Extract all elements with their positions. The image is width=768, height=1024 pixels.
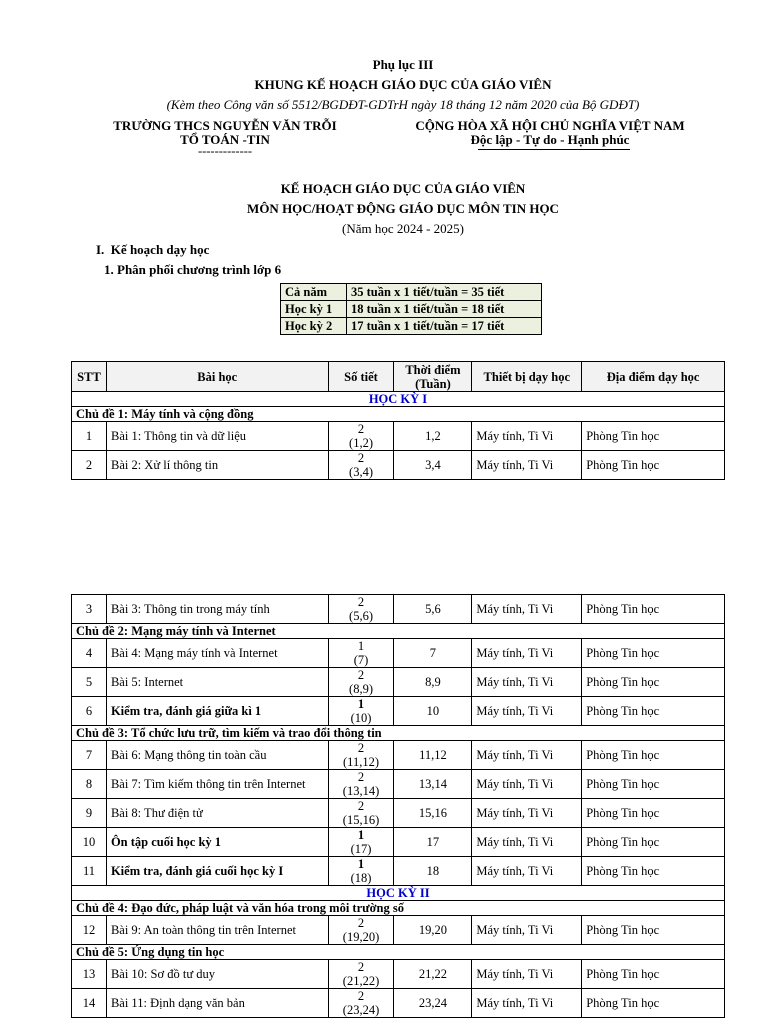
table-header-row bbox=[72, 362, 725, 392]
row-place: Phòng Tin học bbox=[582, 828, 725, 857]
row-equipment: Máy tính, Ti Vi bbox=[472, 828, 582, 857]
row-week: 7 bbox=[394, 639, 472, 668]
row-equipment: Máy tính, Ti Vi bbox=[472, 916, 582, 945]
row-stt: 6 bbox=[72, 697, 107, 726]
summary-value: 17 tuần x 1 tiết/tuần = 17 tiết bbox=[347, 318, 542, 335]
row-place: Phòng Tin học bbox=[582, 770, 725, 799]
plan-subject: MÔN HỌC/HOẠT ĐỘNG GIÁO DỤC MÔN TIN HỌC bbox=[247, 201, 559, 216]
period-count: 2 bbox=[357, 422, 365, 436]
country-name: CỘNG HÒA XÃ HỘI CHỦ NGHĨA VIỆT NAM bbox=[415, 118, 685, 133]
attached-note: (Kèm theo Công văn số 5512/BGDĐT-GDTrH ngày 18 tháng 12 năm 2020 của Bộ GDĐT) bbox=[166, 97, 640, 112]
row-lesson: Bài 7: Tìm kiếm thông tin trên Internet bbox=[106, 770, 328, 799]
topic-label: Chủ đề 3: Tổ chức lưu trữ, tìm kiếm và trao đổi thông tin bbox=[72, 726, 725, 741]
row-week: 17 bbox=[394, 828, 472, 857]
row-place: Phòng Tin học bbox=[582, 960, 725, 989]
row-lesson: Bài 11: Định dạng văn bản bbox=[106, 989, 328, 1018]
summary-label: Học kỳ 2 bbox=[281, 318, 347, 335]
topic-row bbox=[72, 945, 725, 960]
row-place: Phòng Tin học bbox=[582, 857, 725, 886]
table-row bbox=[72, 741, 725, 770]
period-count: 1 bbox=[357, 828, 365, 842]
row-stt: 4 bbox=[72, 639, 107, 668]
period-list: (17) bbox=[350, 842, 372, 856]
row-equipment: Máy tính, Ti Vi bbox=[472, 857, 582, 886]
topic-row bbox=[72, 624, 725, 639]
row-lesson: Bài 10: Sơ đồ tư duy bbox=[106, 960, 328, 989]
row-place: Phòng Tin học bbox=[582, 989, 725, 1018]
row-equipment: Máy tính, Ti Vi bbox=[472, 960, 582, 989]
period-list: (10) bbox=[350, 711, 372, 725]
row-week: 15,16 bbox=[394, 799, 472, 828]
period-count: 2 bbox=[357, 960, 365, 974]
period-list: (8,9) bbox=[349, 682, 373, 696]
summary-label: Cả năm bbox=[281, 284, 347, 301]
row-periods bbox=[328, 989, 394, 1018]
row-week: 18 bbox=[394, 857, 472, 886]
table-row bbox=[72, 668, 725, 697]
period-count: 2 bbox=[357, 741, 365, 755]
row-periods bbox=[328, 960, 394, 989]
period-count: 1 bbox=[357, 697, 365, 711]
row-equipment: Máy tính, Ti Vi bbox=[472, 697, 582, 726]
col-header-stt: STT bbox=[72, 362, 107, 392]
motto-underline bbox=[478, 149, 630, 150]
row-lesson: Bài 9: An toàn thông tin trên Internet bbox=[106, 916, 328, 945]
period-count: 1 bbox=[357, 639, 365, 653]
header-dashes: ------------- bbox=[197, 144, 253, 158]
period-list: (7) bbox=[353, 653, 369, 667]
topic-label: Chủ đề 2: Mạng máy tính và Internet bbox=[72, 624, 725, 639]
row-place: Phòng Tin học bbox=[582, 799, 725, 828]
period-count: 2 bbox=[357, 989, 365, 1003]
topic-label: Chủ đề 4: Đạo đức, pháp luật và văn hóa trong môi trường số bbox=[72, 901, 725, 916]
row-periods bbox=[328, 595, 394, 624]
period-list: (23,24) bbox=[342, 1003, 380, 1017]
period-count: 2 bbox=[357, 916, 365, 930]
topic-row bbox=[72, 901, 725, 916]
row-week: 3,4 bbox=[394, 451, 472, 480]
row-equipment: Máy tính, Ti Vi bbox=[472, 639, 582, 668]
row-lesson: Bài 6: Mạng thông tin toàn cầu bbox=[106, 741, 328, 770]
topic-label: Chủ đề 5: Ứng dụng tin học bbox=[72, 945, 725, 960]
table-row bbox=[72, 639, 725, 668]
row-equipment: Máy tính, Ti Vi bbox=[472, 770, 582, 799]
period-count: 2 bbox=[357, 595, 365, 609]
summary-value: 18 tuần x 1 tiết/tuần = 18 tiết bbox=[347, 301, 542, 318]
curriculum-table-part1 bbox=[71, 361, 725, 480]
table-row bbox=[72, 595, 725, 624]
row-periods bbox=[328, 770, 394, 799]
row-periods bbox=[328, 828, 394, 857]
row-equipment: Máy tính, Ti Vi bbox=[472, 741, 582, 770]
appendix-label: Phụ lục III bbox=[372, 57, 434, 72]
period-list: (1,2) bbox=[349, 436, 373, 450]
row-place: Phòng Tin học bbox=[582, 668, 725, 697]
row-lesson: Bài 5: Internet bbox=[106, 668, 328, 697]
semester-row bbox=[72, 886, 725, 901]
semester-label: HỌC KỲ II bbox=[72, 886, 725, 901]
row-place: Phòng Tin học bbox=[582, 639, 725, 668]
group-name: TỔ TOÁN -TIN bbox=[180, 132, 270, 147]
col-header-periods: Số tiết bbox=[328, 362, 394, 392]
period-count: 1 bbox=[357, 857, 365, 871]
semester-label: HỌC KỲ I bbox=[72, 392, 725, 407]
frame-title: KHUNG KẾ HOẠCH GIÁO DỤC CỦA GIÁO VIÊN bbox=[254, 77, 552, 92]
table-row bbox=[72, 916, 725, 945]
row-week: 19,20 bbox=[394, 916, 472, 945]
row-stt: 14 bbox=[72, 989, 107, 1018]
row-equipment: Máy tính, Ti Vi bbox=[472, 451, 582, 480]
row-periods bbox=[328, 639, 394, 668]
row-lesson: Bài 1: Thông tin và dữ liệu bbox=[106, 422, 328, 451]
row-stt: 9 bbox=[72, 799, 107, 828]
row-place: Phòng Tin học bbox=[582, 422, 725, 451]
section-heading: I. Kế hoạch dạy học bbox=[96, 242, 210, 257]
row-week: 1,2 bbox=[394, 422, 472, 451]
row-stt: 2 bbox=[72, 451, 107, 480]
row-periods bbox=[328, 668, 394, 697]
topic-row bbox=[72, 407, 725, 422]
period-count: 2 bbox=[357, 451, 365, 465]
row-week: 5,6 bbox=[394, 595, 472, 624]
row-lesson: Kiểm tra, đánh giá giữa kì 1 bbox=[106, 697, 328, 726]
row-stt: 11 bbox=[72, 857, 107, 886]
row-place: Phòng Tin học bbox=[582, 741, 725, 770]
row-place: Phòng Tin học bbox=[582, 697, 725, 726]
row-stt: 10 bbox=[72, 828, 107, 857]
motto: Độc lập - Tự do - Hạnh phúc bbox=[470, 132, 630, 147]
col-header-equipment: Thiết bị dạy học bbox=[472, 362, 582, 392]
row-week: 8,9 bbox=[394, 668, 472, 697]
row-stt: 8 bbox=[72, 770, 107, 799]
table-row bbox=[72, 770, 725, 799]
table-row bbox=[72, 451, 725, 480]
row-stt: 5 bbox=[72, 668, 107, 697]
period-count: 2 bbox=[357, 668, 365, 682]
row-lesson: Ôn tập cuối học kỳ 1 bbox=[106, 828, 328, 857]
row-week: 13,14 bbox=[394, 770, 472, 799]
sub-heading: 1. Phân phối chương trình lớp 6 bbox=[104, 262, 282, 277]
summary-value: 35 tuần x 1 tiết/tuần = 35 tiết bbox=[347, 284, 542, 301]
row-periods bbox=[328, 857, 394, 886]
table-row bbox=[72, 799, 725, 828]
summary-label: Học kỳ 1 bbox=[281, 301, 347, 318]
row-equipment: Máy tính, Ti Vi bbox=[472, 799, 582, 828]
row-stt: 7 bbox=[72, 741, 107, 770]
row-week: 23,24 bbox=[394, 989, 472, 1018]
col-header-lesson: Bài học bbox=[106, 362, 328, 392]
row-lesson: Bài 8: Thư điện tử bbox=[106, 799, 328, 828]
row-stt: 12 bbox=[72, 916, 107, 945]
table-row bbox=[72, 989, 725, 1018]
row-periods bbox=[328, 451, 394, 480]
summary-row bbox=[281, 301, 542, 318]
row-stt: 13 bbox=[72, 960, 107, 989]
row-lesson: Kiểm tra, đánh giá cuối học kỳ I bbox=[106, 857, 328, 886]
row-periods bbox=[328, 422, 394, 451]
table-row bbox=[72, 857, 725, 886]
summary-table bbox=[280, 283, 542, 335]
row-periods bbox=[328, 697, 394, 726]
row-week: 11,12 bbox=[394, 741, 472, 770]
curriculum-table-part2 bbox=[71, 594, 725, 1018]
period-list: (11,12) bbox=[343, 755, 380, 769]
row-lesson: Bài 4: Mạng máy tính và Internet bbox=[106, 639, 328, 668]
row-stt: 3 bbox=[72, 595, 107, 624]
semester-row bbox=[72, 392, 725, 407]
col-header-week: Thời điểm (Tuần) bbox=[394, 362, 472, 392]
row-periods bbox=[328, 799, 394, 828]
school-name: TRƯỜNG THCS NGUYỄN VĂN TRỖI bbox=[113, 118, 337, 133]
table-row bbox=[72, 697, 725, 726]
topic-row bbox=[72, 726, 725, 741]
row-week: 21,22 bbox=[394, 960, 472, 989]
table-row bbox=[72, 422, 725, 451]
row-equipment: Máy tính, Ti Vi bbox=[472, 668, 582, 697]
topic-label: Chủ đề 1: Máy tính và cộng đồng bbox=[72, 407, 725, 422]
period-list: (21,22) bbox=[342, 974, 380, 988]
period-list: (5,6) bbox=[349, 609, 373, 623]
school-year: (Năm học 2024 - 2025) bbox=[341, 221, 465, 236]
summary-row bbox=[281, 284, 542, 301]
row-lesson: Bài 3: Thông tin trong máy tính bbox=[106, 595, 328, 624]
row-place: Phòng Tin học bbox=[582, 595, 725, 624]
row-week: 10 bbox=[394, 697, 472, 726]
row-place: Phòng Tin học bbox=[582, 916, 725, 945]
period-list: (18) bbox=[350, 871, 372, 885]
row-equipment: Máy tính, Ti Vi bbox=[472, 595, 582, 624]
row-place: Phòng Tin học bbox=[582, 451, 725, 480]
period-count: 2 bbox=[357, 799, 365, 813]
period-list: (15,16) bbox=[342, 813, 380, 827]
plan-title: KẾ HOẠCH GIÁO DỤC CỦA GIÁO VIÊN bbox=[280, 181, 526, 196]
col-header-place: Địa điểm dạy học bbox=[582, 362, 725, 392]
row-periods bbox=[328, 916, 394, 945]
table-row bbox=[72, 960, 725, 989]
period-list: (19,20) bbox=[342, 930, 380, 944]
period-count: 2 bbox=[357, 770, 365, 784]
row-periods bbox=[328, 741, 394, 770]
period-list: (3,4) bbox=[349, 465, 373, 479]
row-stt: 1 bbox=[72, 422, 107, 451]
row-equipment: Máy tính, Ti Vi bbox=[472, 422, 582, 451]
summary-row bbox=[281, 318, 542, 335]
period-list: (13,14) bbox=[342, 784, 380, 798]
table-row bbox=[72, 828, 725, 857]
row-lesson: Bài 2: Xử lí thông tin bbox=[106, 451, 328, 480]
row-equipment: Máy tính, Ti Vi bbox=[472, 989, 582, 1018]
